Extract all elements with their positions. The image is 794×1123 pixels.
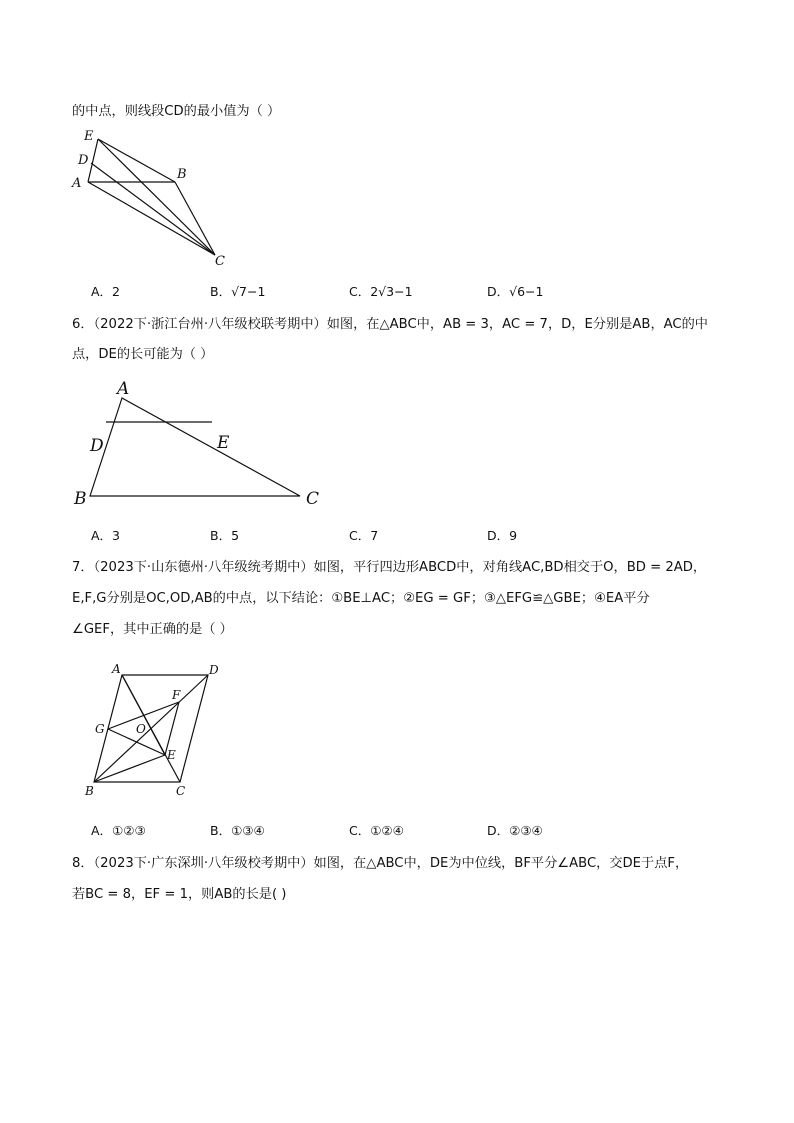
q6-option-b[interactable]: B．5 <box>210 528 240 543</box>
q5-option-c[interactable]: C．2√3−1 <box>349 284 413 299</box>
q6-label-d: D <box>90 436 104 456</box>
q7-label-d: D <box>209 663 219 677</box>
q8-text-line2: 若BC = 8，EF = 1，则AB的长是( ) <box>72 887 287 902</box>
q6-text-line1: 6．（2022下·浙江台州·八年级校联考期中）如图，在△ABC中，AB = 3，AC = 7，D，E分别是AB，AC的中 <box>72 317 708 332</box>
q7-figure <box>80 655 230 805</box>
q7-option-c[interactable]: C．①②④ <box>349 823 404 838</box>
q6-option-c[interactable]: C．7 <box>349 528 379 543</box>
q7-label-g: G <box>95 722 105 736</box>
q5-label-e: E <box>84 129 94 144</box>
q6-option-a[interactable]: A．3 <box>91 528 121 543</box>
q6-option-d[interactable]: D．9 <box>487 528 518 543</box>
q5-figure <box>60 125 250 275</box>
q6-label-c: C <box>306 489 320 509</box>
q6-label-b: B <box>74 489 87 509</box>
q7-option-a[interactable]: A．①②③ <box>91 823 146 838</box>
q5-label-d: D <box>78 153 89 168</box>
q7-text-line3: ∠GEF，其中正确的是（ ） <box>72 622 233 637</box>
q6-label-a: A <box>117 379 130 399</box>
q7-option-b[interactable]: B．①③④ <box>210 823 265 838</box>
q6-label-e: E <box>217 433 230 453</box>
q5-option-a[interactable]: A．2 <box>91 284 121 299</box>
q7-option-d[interactable]: D．②③④ <box>487 823 543 838</box>
q5-label-a: A <box>72 176 82 191</box>
q7-text-line1: 7．（2023下·山东德州·八年级统考期中）如图，平行四边形ABCD中，对角线AC,BD相交于O，BD = 2AD， <box>72 560 707 575</box>
q5-option-b[interactable]: B．√7−1 <box>210 284 266 299</box>
q5-label-c: C <box>215 254 225 269</box>
q5-text-tail: 的中点，则线段CD的最小值为（ ） <box>72 104 281 119</box>
q7-label-f: F <box>172 688 181 702</box>
q7-label-b: B <box>85 784 94 798</box>
q5-label-b: B <box>177 167 187 182</box>
q6-figure <box>70 378 340 518</box>
q7-text-line2: E,F,G分别是OC,OD,AB的中点，以下结论：①BE⊥AC；②EG = GF；③△EFG≌△GBE；④EA平分 <box>72 591 650 606</box>
q5-option-d[interactable]: D．√6−1 <box>487 284 544 299</box>
q6-text-line2: 点，DE的长可能为（ ） <box>72 347 214 362</box>
q7-label-a: A <box>112 662 121 676</box>
q7-label-o: O <box>136 722 146 736</box>
q7-label-e: E <box>167 748 176 762</box>
q8-text-line1: 8．（2023下·广东深圳·八年级校考期中）如图，在△ABC中，DE为中位线，BF平分∠ABC，交DE于点F， <box>72 856 689 871</box>
q7-label-c: C <box>176 784 186 798</box>
